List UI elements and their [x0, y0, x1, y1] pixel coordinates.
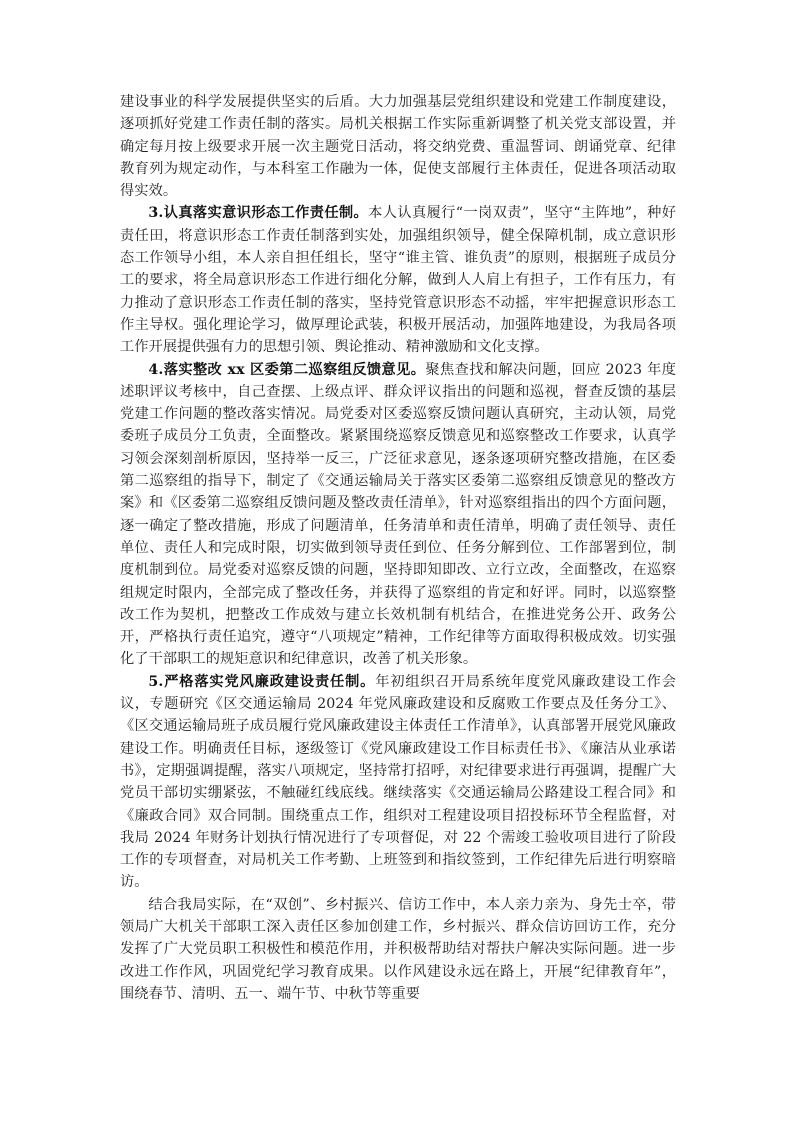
paragraph-ideology-responsibility [120, 202, 676, 358]
paragraph-text: 本人认真履行“一岗双责”，坚守“主阵地”，种好责任田，将意识形态工作责任制落到实处，加强组织领导，健全保障机制，成立意识形态工作领导小组，本人亲自担任组长，坚守“谁主管、谁负责”的原则，根据班子成员分工的要求，将全局意识形态工作进行细化分解，做到人人肩上有担子，工作有压力，有力推动了意识形态工作责任制的落实，坚持党管意识形态不动摇，牢牢把握意识形态工作主导权。强化理论学习，做厚理论武装，积极开展活动，加强阵地建设，为我局各项工作开展提供强有力的思想引领、舆论推动、精神激励和文化支撑。 [120, 205, 676, 356]
paragraph-text: 建设事业的科学发展提供坚实的后盾。大力加强基层党组织建设和党建工作制度建设，逐项抓好党建工作责任制的落实。局机关根据工作实际重新调整了机关党支部设置，并确定每月按上级要求开展一次主题党日活动，将交纳党费、重温誓词、朗诵党章、纪律教育列为规定动作，与本科室工作融为一体，促使支部履行主体责任，促进各项活动取得实效。 [120, 94, 676, 200]
document-body [120, 91, 676, 1005]
paragraph-text: 年初组织召开局系统年度党风廉政建设工作会议，专题研究《区交通运输局 2024 年党风廉政建设和反腐败工作要点及任务分工》、《区交通运输局班子成员履行党风廉政建设主体责任工作清单》，认真部署开展党风廉政建设工作。明确责任目标，逐级签订《党风廉政建设工作目标责任书》、《廉洁从业承诺书》，定期强调提醒，落实八项规定，坚持常打招呼，对纪律要求进行再强调，提醒广大党员干部切实绷紧弦，不触碰红线底线。继续落实《交通运输局公路建设工程合同》和《廉政合同》双合同制。围绕重点工作，组织对工程建设项目招投标环节全程监督，对我局 2024 年财务计划执行情况进行了专项督促，对 22 个需竣工验收项目进行了阶段工作的专项督查，对局机关工作考勤、上班签到和指纹签到，工作纪律先后进行明察暗访。 [120, 673, 676, 891]
paragraph-local-practice [120, 894, 676, 1005]
section-heading: 5.严格落实党风廉政建设责任制。 [148, 673, 376, 690]
paragraph-clean-governance [120, 671, 676, 894]
paragraph-intro-continuation [120, 91, 676, 202]
section-heading: 3.认真落实意识形态工作责任制。 [148, 205, 369, 222]
paragraph-text: 聚焦查找和解决问题，回应 2023 年度述职评议考核中，自己查摆、上级点评、群众评议指出的问题和巡视，督查反馈的基层党建工作问题的整改落实情况。局党委对区委巡察反馈问题认真研究，主动认领，局党委班子成员分工负责，全面整改。紧紧围绕巡察反馈意见和巡察整改工作要求，认真学习领会深刻剖析原因，坚持举一反三，广泛征求意见，逐条逐项研究整改措施，在区委第二巡察组的指导下，制定了《交通运输局关于落实区委第二巡察组反馈意见的整改方案》和《区委第二巡察组反馈问题及整改责任清单》，针对巡察组指出的四个方面问题，逐一确定了整改措施，形成了问题清单，任务清单和责任清单，明确了责任领导、责任单位、责任人和完成时限，切实做到领导责任到位、任务分解到位、工作部署到位，制度机制到位。局党委对巡察反馈的问题，坚持即知即改、立行立改，全面整改，在巡察组规定时限内，全部完成了整改任务，并获得了巡察组的肯定和好评。同时，以巡察整改工作为契机，把整改工作成效与建立长效机制有机结合，在推进党务公开、政务公开，严格执行责任追究，遵守“八项规定”精神，工作纪律等方面取得积极成效。切实强化了干部职工的规矩意识和纪律意识，改善了机关形象。 [120, 361, 676, 668]
paragraph-inspection-rectification [120, 359, 676, 671]
section-heading: 4.落实整改 xx 区委第二巡察组反馈意见。 [148, 361, 426, 378]
paragraph-text: 结合我局实际，在“双创”、乡村振兴、信访工作中，本人亲力亲为、身先士卒，带领局广大机关干部职工深入责任区参加创建工作，乡村振兴、群众信访回访工作，充分发挥了广大党员职工积极性和模范作用，并积极帮助结对帮扶户解决实际问题。进一步改进工作作风，巩固党纪学习教育成果。以作风建设永远在路上，开展“纪律教育年”，围绕春节、清明、五一、端午节、中秋节等重要 [120, 896, 676, 1002]
